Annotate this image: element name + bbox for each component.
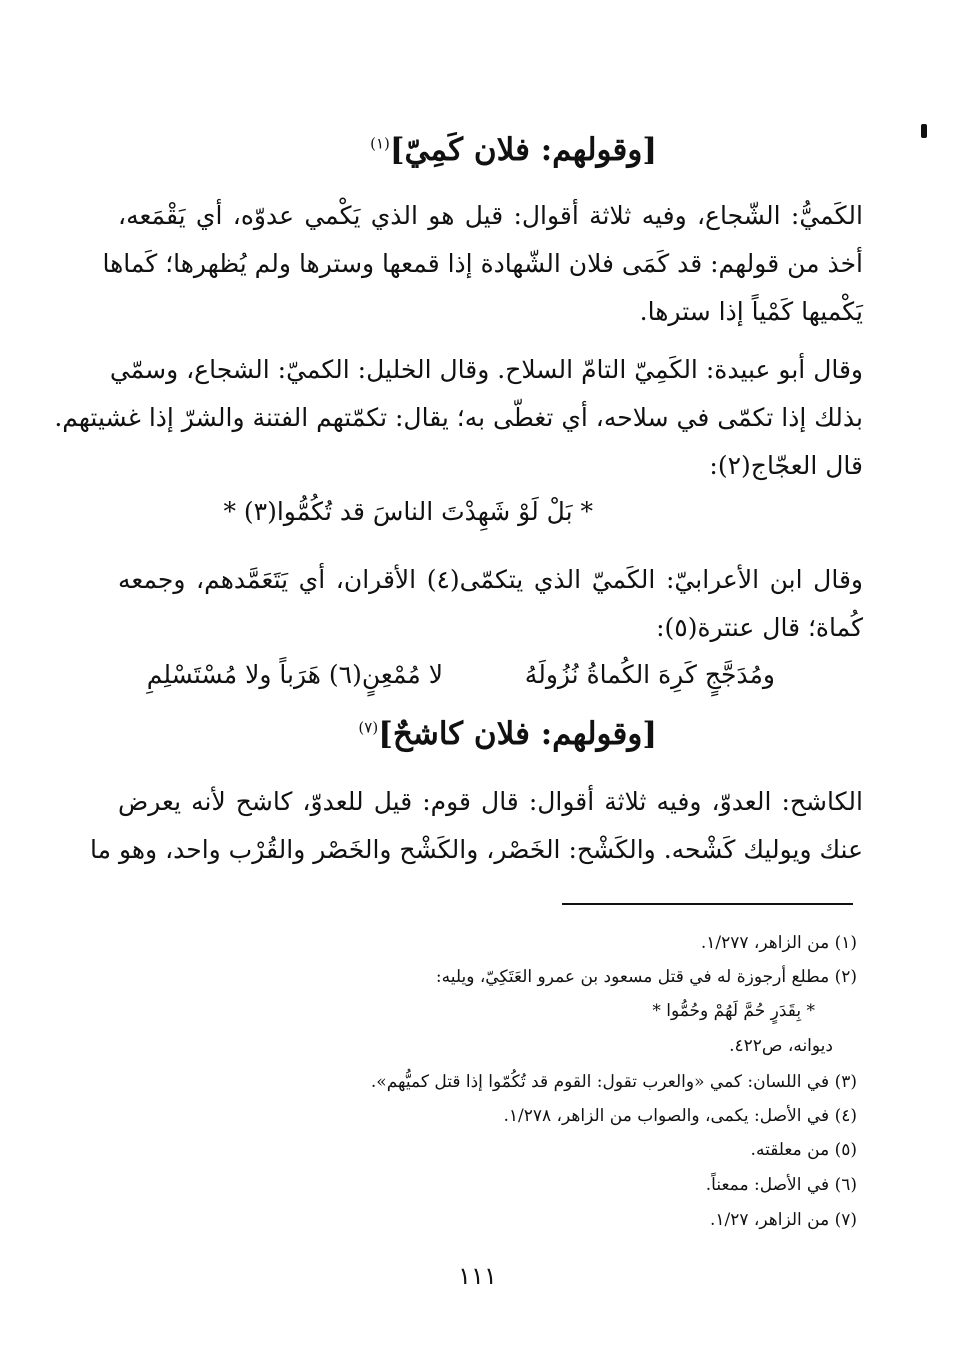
paragraph-line: قال العجّاج(٢): xyxy=(709,451,863,480)
footnote-1: (١) من الزاهر، ١/٢٧٧. xyxy=(700,933,857,953)
paragraph-line: الكَميُّ: الشّجاع، وفيه ثلاثة أقوال: قيل هو الذي يَكْمي عدوّه، أي يَقْمَعه، xyxy=(118,201,863,230)
footnote-separator xyxy=(562,903,853,905)
paragraph-2 xyxy=(54,346,863,490)
paragraph-line: أخذ من قولهم: قد كَمَى فلان الشّهادة إذا قمعها وسترها ولم يُظهرها؛ كَماها xyxy=(102,249,863,278)
paragraph-1 xyxy=(102,192,863,336)
page-number: ١١١ xyxy=(458,1262,497,1290)
paragraph-line: عنك ويوليك كَشْحه. والكَشْح: الخَصْر، والكَشْح والخَصْر والقُرْب واحد، وهو ما xyxy=(90,835,863,864)
footnote-2: (٢) مطلع أرجوزة له في قتل مسعود بن عمرو العَتَكِيّ، ويليه: xyxy=(435,967,857,987)
footnote-2-verse: * بِقَدَرٍ حُمَّ لَهُمْ وحُمُّوا * xyxy=(652,1001,815,1021)
paragraph-line: وقال أبو عبيدة: الكَمِيّ التامّ السلاح. وقال الخليل: الكميّ: الشجاع، وسمّي xyxy=(109,355,863,384)
paragraph-3 xyxy=(118,556,863,652)
paragraph-4 xyxy=(90,778,863,874)
verse-ajjaj: * بَلْ لَوْ شَهِدْتَ الناسَ قد تُكُمُّوا(٣) * xyxy=(223,497,593,526)
footnote-3: (٣) في اللسان: كمي «والعرب تقول: القوم قد تُكُمّوا إذا قتل كميُّهم». xyxy=(370,1072,857,1092)
footnote-ref: (١) xyxy=(370,134,390,153)
footnote-ref: (٧) xyxy=(358,718,379,737)
section-heading-kamiy xyxy=(370,132,657,168)
paragraph-line: يَكْميها كَمْياً إذا سترها. xyxy=(639,297,863,326)
paragraph-line: كُماة؛ قال عنترة(٥): xyxy=(656,613,863,642)
footnote-2-source: ديوانه، ص٤٢٢. xyxy=(729,1036,833,1056)
footnote-5: (٥) من معلقته. xyxy=(750,1140,857,1160)
verse-antara-first-hemistich: ومُدَجَّجٍ كَرِهَ الكُماةُ نُزُولَهُ xyxy=(524,660,775,689)
verse-antara-second-hemistich: لا مُمْعِنٍ(٦) هَرَباً ولا مُسْتَسْلِمِ xyxy=(146,660,443,689)
footnote-7: (٧) من الزاهر، ١/٢٧. xyxy=(709,1210,857,1230)
heading-text: [وقولهم: فلان كَمِيّ] xyxy=(389,132,657,168)
footnote-4: (٤) في الأصل: يكمى، والصواب من الزاهر، ١/٢٧٨. xyxy=(503,1106,857,1126)
footnote-6: (٦) في الأصل: ممعناً. xyxy=(705,1175,857,1195)
heading-text: [وقولهم: فلان كاشحٌ] xyxy=(378,716,657,752)
margin-mark xyxy=(921,124,927,138)
paragraph-line: وقال ابن الأعرابيّ: الكَميّ الذي يتكمّى(٤) الأقران، أي يَتَعَمَّدهم، وجمعه xyxy=(118,565,863,594)
paragraph-line: بذلك إذا تكمّى في سلاحه، أي تغطّى به؛ يقال: تكمّتهم الفتنة والشرّ إذا غشيتهم. xyxy=(54,403,863,432)
paragraph-line: الكاشح: العدوّ، وفيه ثلاثة أقوال: قال قوم: قيل للعدوّ، كاشح لأنه يعرض xyxy=(118,787,863,816)
section-heading-kashih xyxy=(358,716,657,752)
